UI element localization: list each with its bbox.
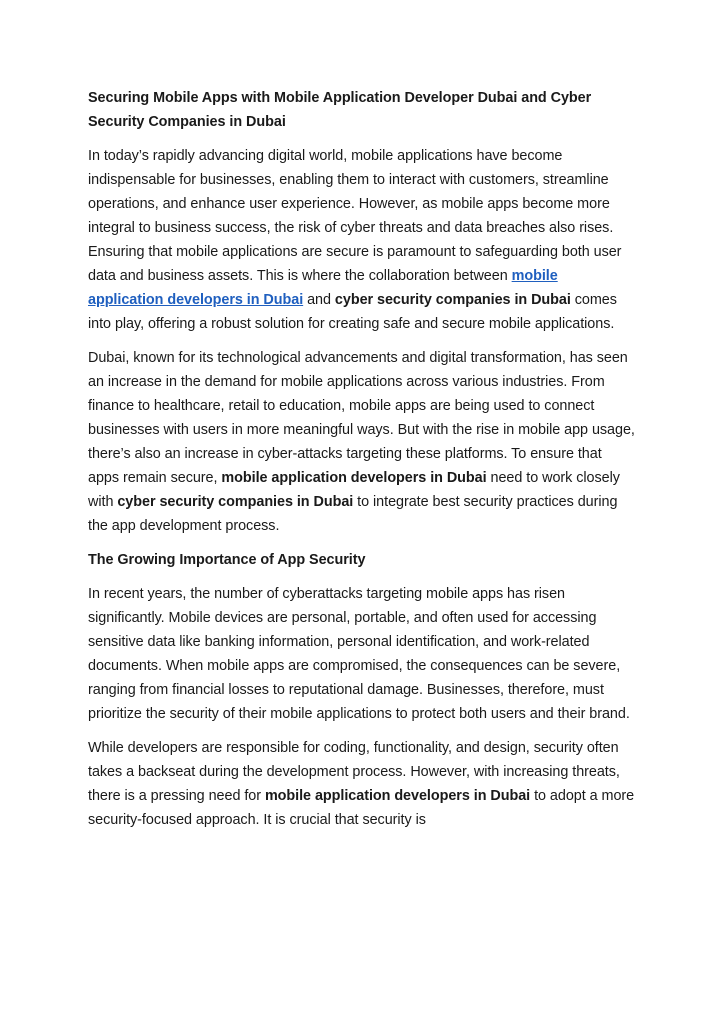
dubai-text-1: Dubai, known for its technological advancements and digital transformation, has seen an increase in the demand for mobile applications across various industries. From finance to healthcare, retail to education, mobile apps are being used to connect businesses with users in more meaningful ways. But with the rise in mobile app usage, there’s also an increase in cyber-attacks targeting these platforms. To ensure that apps remain secure, <box>88 350 635 486</box>
developers-text-1: While developers are responsible for coding, functionality, and design, security often takes a backseat during the development process. However, with increasing threats, there is a pressing need for <box>88 740 620 804</box>
document-title: Securing Mobile Apps with Mobile Application Developer Dubai and Cyber Security Companies in Dubai <box>88 90 592 130</box>
dubai-text-3: to integrate best security practices during the app development process. <box>88 494 618 534</box>
dubai-bold-1: mobile application developers in Dubai <box>221 470 487 486</box>
intro-bold-1: cyber security companies in Dubai <box>334 292 571 308</box>
cyberattacks-paragraph: In recent years, the number of cyberattacks targeting mobile apps has risen significantly. Mobile devices are personal, portable, and often used for accessing sensitive data like banking information, personal identification, and work-related documents. When mobile apps are compromised, the consequences can be severe, ranging from financial losses to reputational damage. Businesses, therefore, must prioritize the security of their mobile applications to protect both users and their brand. <box>88 586 630 722</box>
developers-bold-1: mobile application developers in Dubai <box>264 788 531 804</box>
intro-text-2: and <box>303 292 335 308</box>
intro-text-1: In today’s rapidly advancing digital world, mobile applications have become indispensable for businesses, enabling them to interact with customers, streamline operations, and enhance user experience. However, as mobile apps become more integral to business success, the risk of cyber threats and data breaches also rises. Ensuring that mobile applications are secure is paramount to safeguarding both user data and business assets. This is where the collaboration between <box>88 148 622 284</box>
section-heading-app-security: The Growing Importance of App Security <box>88 552 366 568</box>
intro-paragraph <box>88 144 636 336</box>
intro-text-3: comes into play, offering a robust solution for creating safe and secure mobile applications. <box>88 292 617 332</box>
dubai-text-2: need to work closely with <box>88 470 620 510</box>
dubai-paragraph <box>88 346 636 538</box>
mobile-app-developers-link[interactable]: mobile application developers in Dubai <box>88 268 558 308</box>
dubai-bold-2: cyber security companies in Dubai <box>117 494 354 510</box>
document-body <box>88 86 636 842</box>
developers-text-2: to adopt a more security-focused approach. It is crucial that security is <box>88 788 635 828</box>
developers-paragraph <box>88 736 636 832</box>
